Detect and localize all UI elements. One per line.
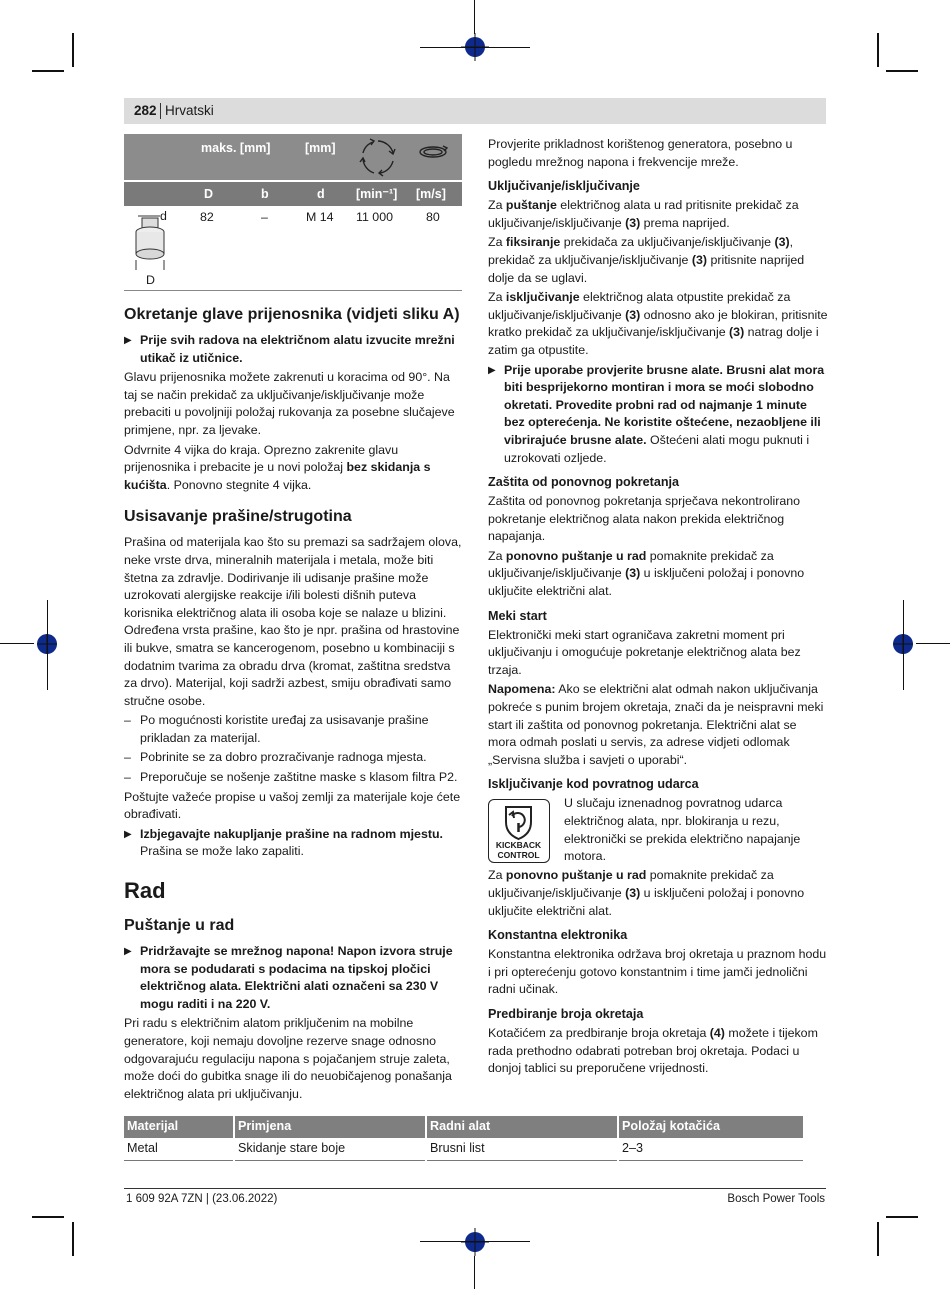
table-cell: Metal [124,1138,234,1161]
warning-item: ▶ Pridržavajte se mrežnog napona! Napon izvora struje mora se podudarati s podacima na tipskoj pločici električnog alata. Električni alati označeni sa 230 V mogu raditi i na 220 V. [124,944,453,1011]
spec-head-max: maks. [mm] [201,141,271,155]
triangle-bullet-icon: ▶ [124,335,132,346]
triangle-bullet-icon: ▶ [488,364,496,376]
spec-head-D: D [204,187,214,201]
paragraph: Za fiksiranje prekidača za uključivanje/isključivanje (3), prekidač za uključivanje/isključivanje (3) pritisnite naprijed dolje da se uglavi. [488,235,805,285]
paragraph: Za ponovno puštanje u rad pomaknite prekidač za uključivanje/isključivanje (3) u isključeni položaj i ponovno uključite električni alat. [488,868,805,918]
page-header [124,98,826,124]
crop-mark [32,1216,64,1218]
spec-data-row [124,206,462,291]
paragraph: Za isključivanje električnog alata otpustite prekidač za uključivanje/isključivanje (3) odnosno ako je blokiran, pritisnite kratko prekidač za uključivanje/isključivanje (3) natrag dolje i zatim ga otpustite. [488,290,828,357]
paragraph: U slučaju iznenadnog povratnog udarca električnog alata, npr. blokiranja u rezu, elektronički se prekida električno napajanje motora. [564,796,801,864]
spec-head-rpm: [min⁻¹] [356,187,398,201]
kickback-control-icon [488,799,550,863]
crop-mark [877,1222,879,1256]
spec-val-d: M 14 [306,210,334,224]
section-title: Puštanje u rad [124,917,235,935]
warning-item: ▶ Prije uporabe provjerite brusne alate. Brusni alat mora biti besprijekorno montiran i mora se moći slobodno okretati. Provedite probni rad od najmanje 1 minute bez opterećenja. Ne koristite oštećene, nezaobljene ili vibrirajuće brusne alate. Oštećeni alati mogu puknuti i uzrokovati ozljede. [488,362,825,465]
dash-item: – Preporučuje se nošenje zaštitne maske s klasom filtra P2. [124,770,458,785]
spec-table [124,134,462,291]
spec-head-row-1 [124,134,462,180]
spec-head-d: d [317,187,325,201]
crop-mark [877,33,879,67]
rotation-speed-icon [358,137,398,177]
paragraph: Pri radu s električnim alatom priključenim na mobilne generatore, koji nemaju dovoljne rezerve snage odnosno odgovarajuću regulaciju napona s pojačanjem struje zaleta, može doći do gubitka snage ili do neuobičajenog ponašanja električnog alata pri uključivanju. [124,1016,452,1101]
paragraph: Napomena: Ako se električni alat odmah nakon uključivanja pokreće s punim brojem okretaja, znači da je neispravni meki start ili zaštita od ponovnog pokretanja. Električni alat se mora odmah poslati u servis, za adrese vidjeti odlomak „Servisna služba i savjeti o uporabi“. [488,682,824,767]
table-header: Radni alat [426,1116,618,1138]
paragraph: Prašina od materijala kao što su premazi sa sadržajem olova, neke vrste drva, mineralnih materijala i metala, može biti štetna za zdravlje. Dodirivanje ili udisanje prašine može uzrokovati alergijske reakcije i/ili bolesti dišnih puteva korisnika električnog alata ili osoba koje se nalaze u blizini. Određena vrsta prašine, kao što je npr. prašina od hrastovine ili bukve, smatra se kancerogenom, posebno u kombinaciji s dodatnim tvarima za obradu drva (kromat, zaštitna sredstva za drvo). Materijal, koji sadrži azbest, smiju obrađivati samo stručne osobe. [124,535,462,708]
spec-val-D: 82 [200,210,214,224]
fig-label-D: D [146,273,155,287]
table-row [124,1138,804,1161]
fig-label-d: d [160,209,167,223]
spec-head-mm: [mm] [305,141,336,155]
paragraph: Poštujte važeće propise u vašoj zemlji za materijale koje ćete obrađivati. [124,789,461,822]
crop-mark [916,643,950,644]
section-title: Okretanje glave prijenosnika (vidjeti sliku A) [124,306,460,323]
spec-head-row-2 [124,180,462,206]
crop-mark [32,70,64,72]
page-number: 282 [134,103,157,118]
spec-head-b: b [261,187,269,201]
section-title: Usisavanje prašine/strugotina [124,508,352,526]
kickback-block [488,795,828,867]
crop-mark [47,600,48,690]
table-cell: 2–3 [618,1138,804,1161]
crop-mark [72,33,74,67]
crop-mark [886,1216,918,1218]
header-divider [160,103,161,119]
right-column [488,136,828,1080]
paragraph: Odvrnite 4 vijka do kraja. Oprezno zakrenite glavu prijenosnika i prebacite je u novi položaj bez skidanja s kućišta. Ponovno stegnite 4 vijka. [124,442,431,492]
crop-mark [903,600,904,690]
dash-item: – Po mogućnosti koristite uređaj za usisavanje prašine prikladan za materijal. [124,713,429,745]
crop-mark [886,70,918,72]
paragraph: Elektronički meki start ograničava zakretni moment pri uključivanju i omogućuje pokretanje električnog alata bez trzaja. [488,627,801,677]
table-header: Položaj kotačića [618,1116,804,1138]
paragraph: Provjerite prikladnost korištenog generatora, posebno u pogledu mrežnog napona i frekvencije mreže. [488,137,793,169]
kickback-label: KICKBACK [495,840,542,851]
subsection-title: Konstantna elektronika [488,928,628,943]
crop-mark [420,47,530,48]
crop-mark [420,1241,530,1242]
paragraph: Kotačićem za predbiranje broja okretaja (4) možete i tijekom rada prethodno odabrati potreban broj okretaja. Podaci u donjoj tablici su preporučene vrijednosti. [488,1025,818,1076]
table-cell: Skidanje stare boje [234,1138,426,1161]
footer-rule [124,1188,826,1189]
footer-brand: Bosch Power Tools [727,1193,825,1205]
registration-mark-icon [461,1228,489,1256]
subsection-title: Zaštita od ponovnog pokretanja [488,475,680,490]
warning-item: ▶ Izbjegavajte nakupljanje prašine na radnom mjestu. Prašina se može lako zapaliti. [124,826,443,859]
table-header: Primjena [234,1116,426,1138]
kickback-label: CONTROL [497,850,540,861]
paragraph: Za ponovno puštanje u rad pomaknite prekidač za uključivanje/isključivanje (3) u isključeni položaj i ponovno uključite električni alat. [488,548,805,599]
triangle-bullet-icon: ▶ [124,946,132,958]
table-header-row [124,1116,804,1138]
crop-mark [474,0,475,34]
subsection-title: Isključivanje kod povratnog udarca [488,777,699,792]
subsection-title: Meki start [488,608,547,623]
subsection-title: Uključivanje/isključivanje [488,179,640,194]
dash-item: – Pobrinite se za dobro prozračivanje radnoga mjesta. [124,750,427,765]
triangle-bullet-icon: ▶ [124,828,132,840]
paragraph: Konstantna elektronika održava broj okretaja u praznom hodu i pri opterećenju gotovo konstantnim i time jamči jednolični radni učinak. [488,947,827,997]
table-cell: Brusni list [426,1138,618,1161]
peripheral-speed-icon [416,142,450,162]
subsection-title: Predbiranje broja okretaja [488,1006,644,1021]
spec-val-b: – [261,210,268,224]
crop-mark [72,1222,74,1256]
paragraph: Zaštita od ponovnog pokretanja sprječava nekontrolirano pokretanje električnog alata nakon prekida električnog napajanja. [488,494,801,544]
warning-item: ▶ Prije svih radova na električnom alatu izvucite mrežni utikač iz utičnice. [124,333,455,365]
speed-table [124,1116,805,1161]
footer-doc-number: 1 609 92A 7ZN | (23.06.2022) [126,1193,278,1205]
left-column [124,304,464,1105]
spec-head-speed: [m/s] [416,187,446,201]
table-header: Materijal [124,1116,234,1138]
paragraph: Glavu prijenosnika možete zakrenuti u koracima od 90°. Na taj se način prekidač za uključivanje/isključivanje može prebaciti u povoljniji položaj rukovanja za posebne slučajeve primjene, npr. za ljevake. [124,370,455,437]
paragraph: Za puštanje električnog alata u rad pritisnite prekidač za uključivanje/isključivanje (3) prema naprijed. [488,198,799,230]
spec-val-speed: 80 [426,210,440,224]
crop-mark [474,1256,475,1289]
chapter-title: Rad [124,878,166,904]
spec-val-rpm: 11 000 [356,210,393,224]
crop-mark [0,643,34,644]
page-language: Hrvatski [165,103,214,118]
